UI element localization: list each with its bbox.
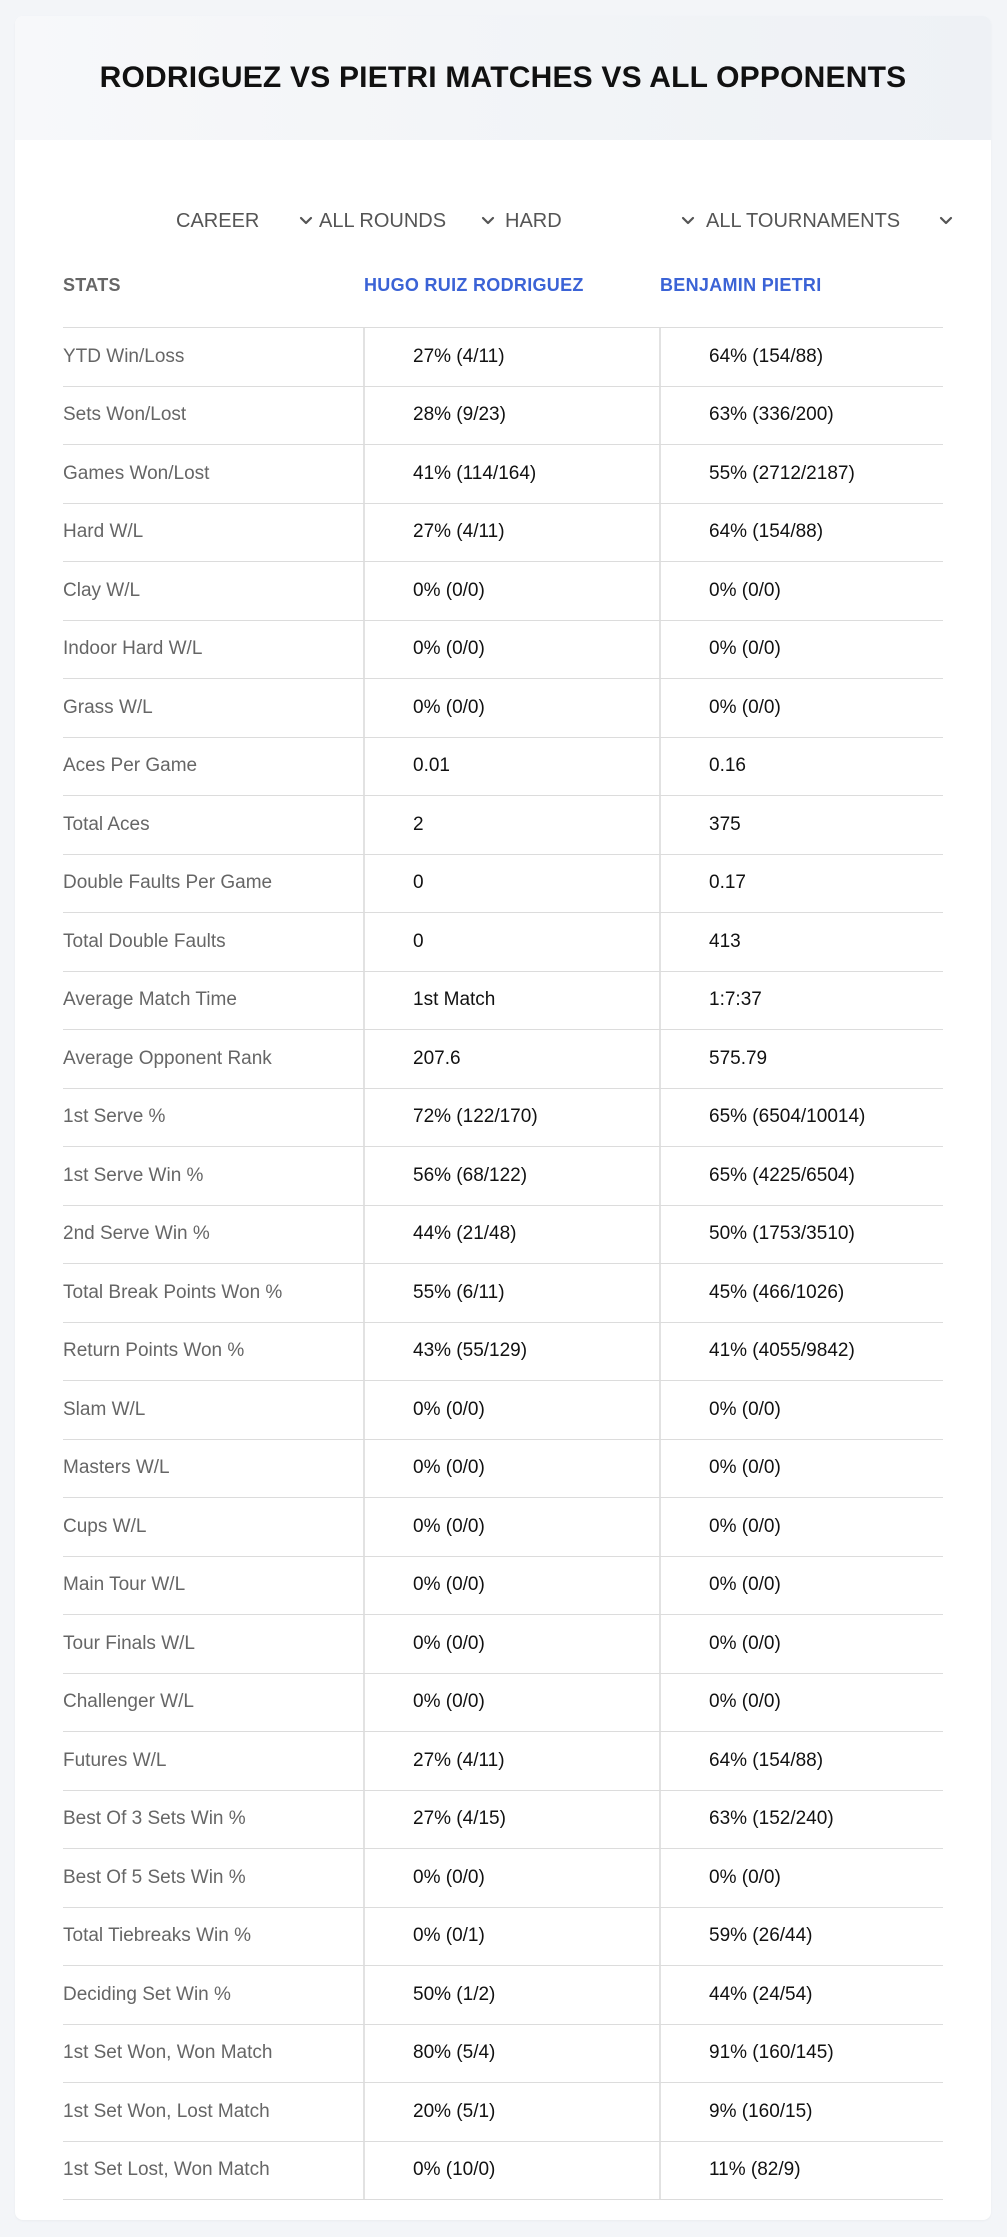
surface-select[interactable] bbox=[505, 190, 562, 252]
stat-label: Double Faults Per Game bbox=[63, 872, 273, 894]
table-row bbox=[63, 972, 943, 1031]
player2-value: 0.16 bbox=[659, 738, 943, 796]
player2-value: 0% (0/0) bbox=[659, 1674, 943, 1732]
player2-value: 0% (0/0) bbox=[659, 1440, 943, 1498]
tournament-select[interactable] bbox=[706, 190, 900, 252]
table-row bbox=[63, 1440, 943, 1499]
period-select[interactable] bbox=[176, 190, 259, 252]
player1-value: 0% (0/0) bbox=[363, 562, 659, 620]
stat-label: YTD Win/Loss bbox=[63, 345, 185, 367]
player2-value: 0.17 bbox=[659, 855, 943, 913]
player1-value: 44% (21/48) bbox=[363, 1206, 659, 1264]
table-row bbox=[63, 1147, 943, 1206]
table-row bbox=[63, 1674, 943, 1733]
player1-value: 27% (4/11) bbox=[363, 328, 659, 386]
stat-label: Tour Finals W/L bbox=[63, 1632, 195, 1654]
player2-value: 64% (154/88) bbox=[659, 328, 943, 386]
table-row bbox=[63, 328, 943, 387]
table-header bbox=[63, 252, 943, 328]
player2-value: 44% (24/54) bbox=[659, 1966, 943, 2024]
stats-card bbox=[15, 16, 991, 2220]
round-select-value: ALL ROUNDS bbox=[319, 209, 447, 232]
stat-label: Total Double Faults bbox=[63, 930, 226, 952]
table-row bbox=[63, 1966, 943, 2025]
table-row bbox=[63, 1849, 943, 1908]
player1-value: 0% (0/0) bbox=[363, 1849, 659, 1907]
stat-label: Futures W/L bbox=[63, 1749, 167, 1771]
player2-value: 375 bbox=[659, 796, 943, 854]
page-title: RODRIGUEZ VS PIETRI MATCHES VS ALL OPPONENTS bbox=[99, 61, 907, 94]
player1-value: 0 bbox=[363, 855, 659, 913]
player2-value: 63% (336/200) bbox=[659, 387, 943, 445]
player2-value: 65% (4225/6504) bbox=[659, 1147, 943, 1205]
stat-label: 1st Set Won, Lost Match bbox=[63, 2100, 270, 2122]
player1-value: 2 bbox=[363, 796, 659, 854]
player1-value: 0% (0/0) bbox=[363, 1615, 659, 1673]
player1-value: 0% (0/0) bbox=[363, 1557, 659, 1615]
table-row bbox=[63, 855, 943, 914]
table-row bbox=[63, 1030, 943, 1089]
player1-value: 0% (10/0) bbox=[363, 2142, 659, 2200]
player1-value: 27% (4/11) bbox=[363, 1732, 659, 1790]
player2-value: 1:7:37 bbox=[659, 972, 943, 1030]
stat-label: 1st Serve % bbox=[63, 1106, 166, 1128]
chevron-down-icon bbox=[680, 212, 696, 228]
player2-value: 0% (0/0) bbox=[659, 1615, 943, 1673]
player2-value: 45% (466/1026) bbox=[659, 1264, 943, 1322]
chevron-down-icon bbox=[298, 212, 314, 228]
player2-value: 413 bbox=[659, 913, 943, 971]
player1-value: 0% (0/0) bbox=[363, 1674, 659, 1732]
table-row bbox=[63, 1498, 943, 1557]
player2-value: 0% (0/0) bbox=[659, 621, 943, 679]
player2-value: 0% (0/0) bbox=[659, 1849, 943, 1907]
player2-value: 0% (0/0) bbox=[659, 679, 943, 737]
table-row bbox=[63, 1557, 943, 1616]
chevron-down-icon bbox=[938, 212, 954, 228]
stat-label: Hard W/L bbox=[63, 521, 144, 543]
stat-label: Main Tour W/L bbox=[63, 1574, 186, 1596]
player2-value: 575.79 bbox=[659, 1030, 943, 1088]
stat-label: Total Break Points Won % bbox=[63, 1281, 283, 1303]
table-row bbox=[63, 738, 943, 797]
filter-bar bbox=[15, 190, 991, 252]
tournament-select-value: ALL TOURNAMENTS bbox=[706, 209, 901, 232]
player2-value: 11% (82/9) bbox=[659, 2142, 943, 2200]
player1-value: 41% (114/164) bbox=[363, 445, 659, 503]
stat-label: Challenger W/L bbox=[63, 1691, 194, 1713]
player1-value: 50% (1/2) bbox=[363, 1966, 659, 2024]
player1-column-header[interactable]: HUGO RUIZ RODRIGUEZ bbox=[364, 274, 584, 295]
player2-value: 50% (1753/3510) bbox=[659, 1206, 943, 1264]
player2-value: 0% (0/0) bbox=[659, 1381, 943, 1439]
stat-label: 1st Set Won, Won Match bbox=[63, 2042, 273, 2064]
player1-value: 72% (122/170) bbox=[363, 1089, 659, 1147]
table-row bbox=[63, 1323, 943, 1382]
player2-value: 64% (154/88) bbox=[659, 1732, 943, 1790]
player1-value: 27% (4/15) bbox=[363, 1791, 659, 1849]
table-row bbox=[63, 796, 943, 855]
table-row bbox=[63, 562, 943, 621]
player1-value: 0.01 bbox=[363, 738, 659, 796]
card-header bbox=[15, 16, 991, 140]
player1-value: 0% (0/1) bbox=[363, 1908, 659, 1966]
stat-label: Total Tiebreaks Win % bbox=[63, 1925, 251, 1947]
player2-column-header[interactable]: BENJAMIN PIETRI bbox=[660, 274, 822, 295]
table-row bbox=[63, 913, 943, 972]
stats-column-header: STATS bbox=[63, 274, 121, 295]
player2-value: 0% (0/0) bbox=[659, 562, 943, 620]
player1-value: 28% (9/23) bbox=[363, 387, 659, 445]
player2-value: 91% (160/145) bbox=[659, 2025, 943, 2083]
stat-label: Aces Per Game bbox=[63, 755, 198, 777]
stat-label: Return Points Won % bbox=[63, 1340, 245, 1362]
table-row bbox=[63, 1089, 943, 1148]
stat-label: Clay W/L bbox=[63, 579, 141, 601]
player1-value: 0% (0/0) bbox=[363, 621, 659, 679]
table-row bbox=[63, 1908, 943, 1967]
stat-label: Average Match Time bbox=[63, 989, 237, 1011]
table-row bbox=[63, 387, 943, 446]
stat-label: Indoor Hard W/L bbox=[63, 638, 203, 660]
stat-label: Best Of 3 Sets Win % bbox=[63, 1808, 246, 1830]
player2-value: 65% (6504/10014) bbox=[659, 1089, 943, 1147]
stat-label: 1st Serve Win % bbox=[63, 1164, 204, 1186]
player1-value: 56% (68/122) bbox=[363, 1147, 659, 1205]
stat-label: Best Of 5 Sets Win % bbox=[63, 1866, 246, 1888]
table-row bbox=[63, 445, 943, 504]
player1-value: 55% (6/11) bbox=[363, 1264, 659, 1322]
table-row bbox=[63, 2083, 943, 2142]
table-row bbox=[63, 1615, 943, 1674]
round-select[interactable] bbox=[319, 190, 446, 252]
stat-label: Total Aces bbox=[63, 813, 150, 835]
table-row bbox=[63, 1791, 943, 1850]
stat-label: Grass W/L bbox=[63, 696, 153, 718]
period-select-value: CAREER bbox=[176, 209, 260, 232]
table-row bbox=[63, 621, 943, 680]
player2-value: 59% (26/44) bbox=[659, 1908, 943, 1966]
player2-value: 55% (2712/2187) bbox=[659, 445, 943, 503]
stat-label: Slam W/L bbox=[63, 1398, 146, 1420]
player2-value: 63% (152/240) bbox=[659, 1791, 943, 1849]
player1-value: 207.6 bbox=[363, 1030, 659, 1088]
table-row bbox=[63, 504, 943, 563]
stat-label: Sets Won/Lost bbox=[63, 404, 187, 426]
player1-value: 20% (5/1) bbox=[363, 2083, 659, 2141]
player1-value: 27% (4/11) bbox=[363, 504, 659, 562]
stat-label: Masters W/L bbox=[63, 1457, 170, 1479]
stats-table-body bbox=[63, 328, 943, 2200]
player1-value: 1st Match bbox=[363, 972, 659, 1030]
player1-value: 80% (5/4) bbox=[363, 2025, 659, 2083]
stat-label: Games Won/Lost bbox=[63, 462, 210, 484]
table-row bbox=[63, 1264, 943, 1323]
chevron-down-icon bbox=[480, 212, 496, 228]
table-row bbox=[63, 679, 943, 738]
stat-label: 2nd Serve Win % bbox=[63, 1223, 210, 1245]
player1-value: 43% (55/129) bbox=[363, 1323, 659, 1381]
player2-value: 0% (0/0) bbox=[659, 1557, 943, 1615]
stat-label: Average Opponent Rank bbox=[63, 1047, 272, 1069]
player1-value: 0% (0/0) bbox=[363, 1381, 659, 1439]
table-row bbox=[63, 1381, 943, 1440]
stat-label: Cups W/L bbox=[63, 1515, 147, 1537]
stat-label: 1st Set Lost, Won Match bbox=[63, 2159, 270, 2181]
player1-value: 0 bbox=[363, 913, 659, 971]
player1-value: 0% (0/0) bbox=[363, 1498, 659, 1556]
stat-label: Deciding Set Win % bbox=[63, 1983, 231, 2005]
player2-value: 9% (160/15) bbox=[659, 2083, 943, 2141]
table-row bbox=[63, 2025, 943, 2084]
table-row bbox=[63, 1206, 943, 1265]
player2-value: 41% (4055/9842) bbox=[659, 1323, 943, 1381]
surface-select-value: HARD bbox=[505, 209, 562, 232]
player1-value: 0% (0/0) bbox=[363, 679, 659, 737]
player2-value: 0% (0/0) bbox=[659, 1498, 943, 1556]
table-row bbox=[63, 1732, 943, 1791]
player2-value: 64% (154/88) bbox=[659, 504, 943, 562]
player1-value: 0% (0/0) bbox=[363, 1440, 659, 1498]
table-row bbox=[63, 2142, 943, 2201]
